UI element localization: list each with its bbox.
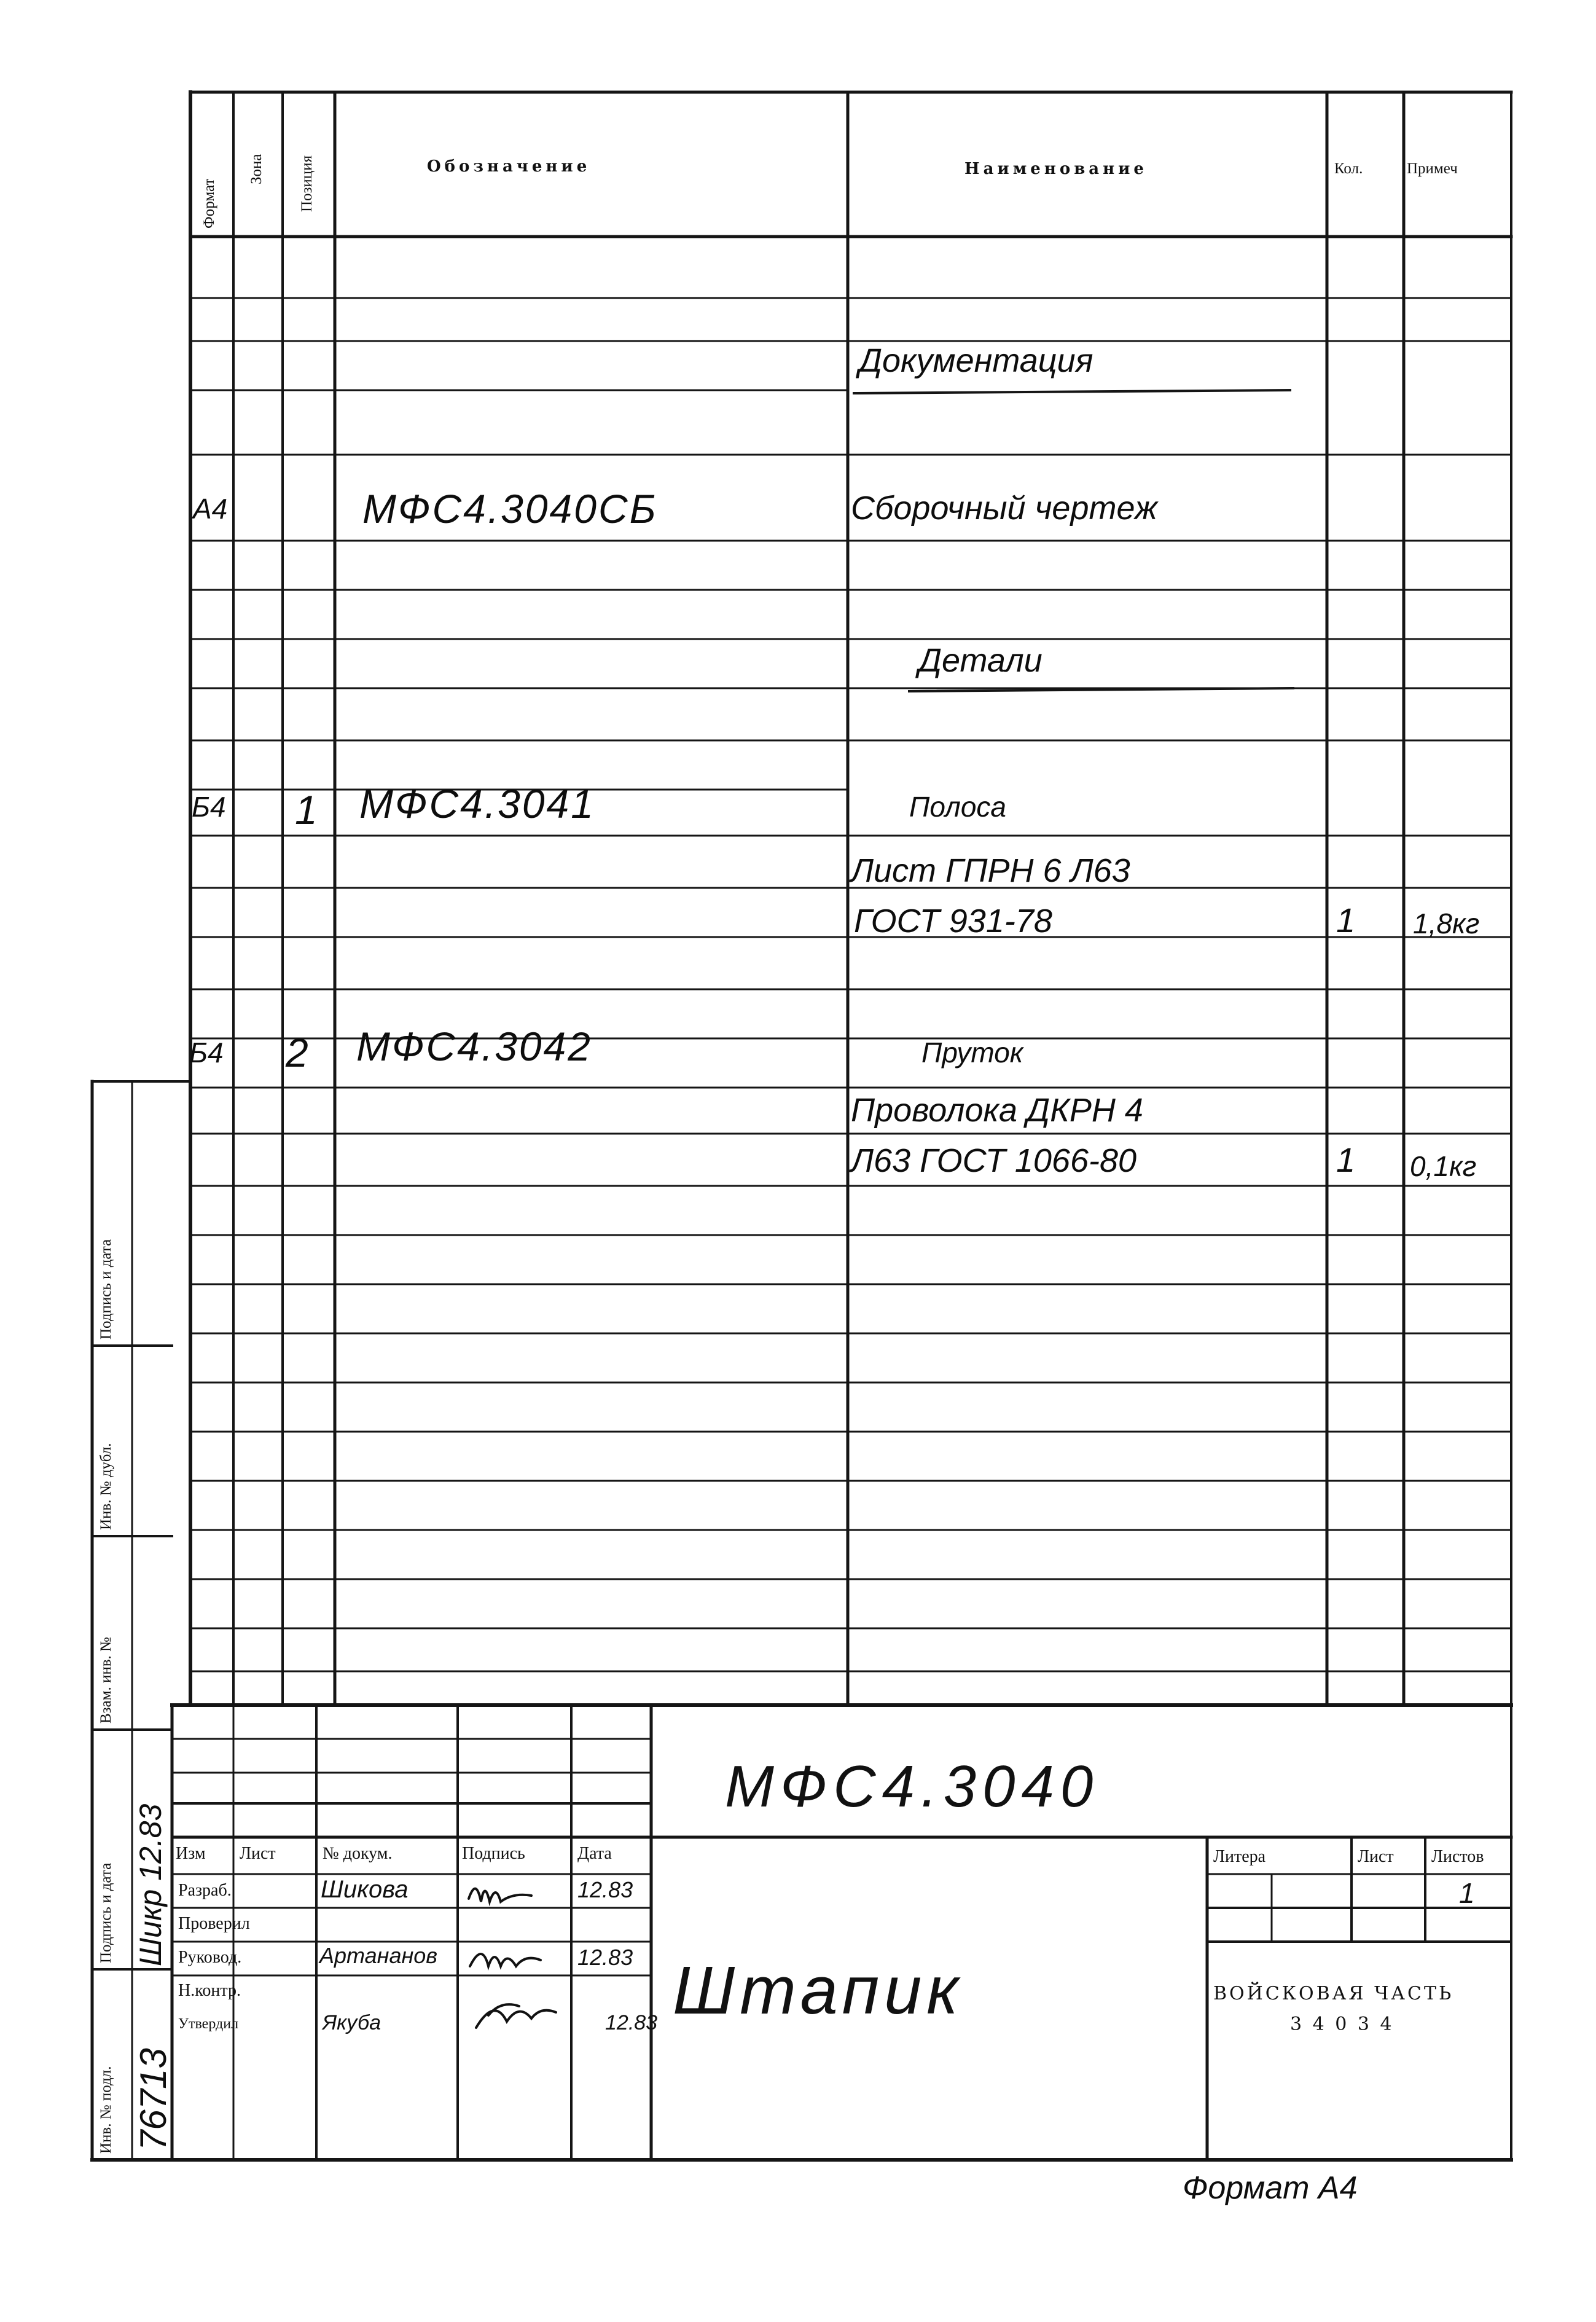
row2-position: 1 [295, 787, 319, 833]
title-item-name: Штапик [673, 1953, 964, 2028]
header-note: Примеч [1407, 160, 1458, 177]
row1-designation: МФС4.3040СБ [362, 486, 658, 531]
side-inv-number: 76713 [133, 2048, 174, 2151]
section-parts: Детали [918, 642, 1042, 679]
tb-col-doc: № докум. [323, 1844, 393, 1863]
tb-sheets-value: 1 [1459, 1877, 1475, 1909]
tb-org-line1: ВОЙСКОВАЯ ЧАСТЬ [1213, 1983, 1454, 2004]
header-position: Позиция [299, 155, 315, 212]
tb-org-line2: 3 4 0 3 4 [1290, 2014, 1395, 2035]
tb-role-check: Проверил [178, 1914, 250, 1933]
row3-material-line1: Проволока ДКРН 4 [851, 1092, 1143, 1129]
tb-role-approve: Утвердил [178, 2016, 239, 2032]
tb-role-head: Руковод. [178, 1948, 242, 1967]
header-qty: Кол. [1334, 160, 1363, 177]
tb-date-dev: 12.83 [577, 1877, 633, 1902]
side-inv-dup: Инв. № дубл. [98, 1443, 114, 1530]
row2-material-line1: Лист ГПРН 6 Л63 [851, 852, 1130, 889]
row3-format: Б4 [189, 1037, 224, 1069]
signature-marks [464, 1874, 568, 2034]
side-sign-value: Шикр 12.83 [133, 1803, 168, 1966]
tb-role-norm: Н.контр. [178, 1981, 241, 2000]
tb-col-izm: Изм [176, 1844, 206, 1863]
tb-sheets: Листов [1431, 1847, 1484, 1866]
row3-position: 2 [286, 1030, 310, 1075]
section-documentation: Документация [859, 342, 1093, 379]
tb-col-date: Дата [577, 1844, 612, 1863]
row2-qty: 1 [1336, 901, 1356, 939]
side-sign-date: Подпись и дата [98, 1239, 114, 1339]
row3-name: Пруток [921, 1037, 1023, 1069]
tb-col-sign: Подпись [462, 1844, 525, 1863]
tb-sheet: Лист [1358, 1847, 1394, 1866]
header-zone: Зона [248, 154, 265, 184]
tb-litera: Литера [1213, 1847, 1266, 1866]
header-name: Наименование [964, 160, 1148, 178]
title-designation: МФС4.3040 [725, 1754, 1100, 1819]
header-designation: Обозначение [427, 157, 591, 176]
row2-material-line2: ГОСТ 931-78 [854, 903, 1052, 939]
tb-name-head: Артананов [319, 1943, 438, 1968]
row3-qty: 1 [1336, 1140, 1356, 1179]
row3-note: 0,1кг [1410, 1150, 1477, 1182]
row2-format: Б4 [192, 791, 226, 823]
row2-name: Полоса [909, 791, 1007, 823]
side-replace-inv: Взам. инв. № [98, 1637, 114, 1724]
tb-col-list: Лист [240, 1844, 276, 1863]
tb-role-dev: Разраб. [178, 1881, 232, 1900]
tb-name-approve: Якуба [323, 2011, 381, 2034]
header-format: Формат [201, 178, 217, 229]
tb-name-dev: Шикова [321, 1876, 409, 1903]
tb-date-head: 12.83 [577, 1945, 633, 1970]
row2-designation: МФС4.3041 [359, 781, 595, 826]
side-sign-date-2: Подпись и дата [98, 1862, 114, 1963]
row3-material-line2: Л63 ГОСТ 1066-80 [851, 1142, 1137, 1179]
row3-designation: МФС4.3042 [356, 1024, 592, 1069]
row1-name: Сборочный чертеж [851, 490, 1158, 527]
side-inv-orig: Инв. № подл. [98, 2066, 114, 2154]
row1-format: А4 [193, 493, 228, 525]
row2-note: 1,8кг [1413, 908, 1480, 939]
footer-format: Формат А4 [1183, 2170, 1358, 2206]
tb-date-approve: 12.83 [605, 2011, 658, 2034]
